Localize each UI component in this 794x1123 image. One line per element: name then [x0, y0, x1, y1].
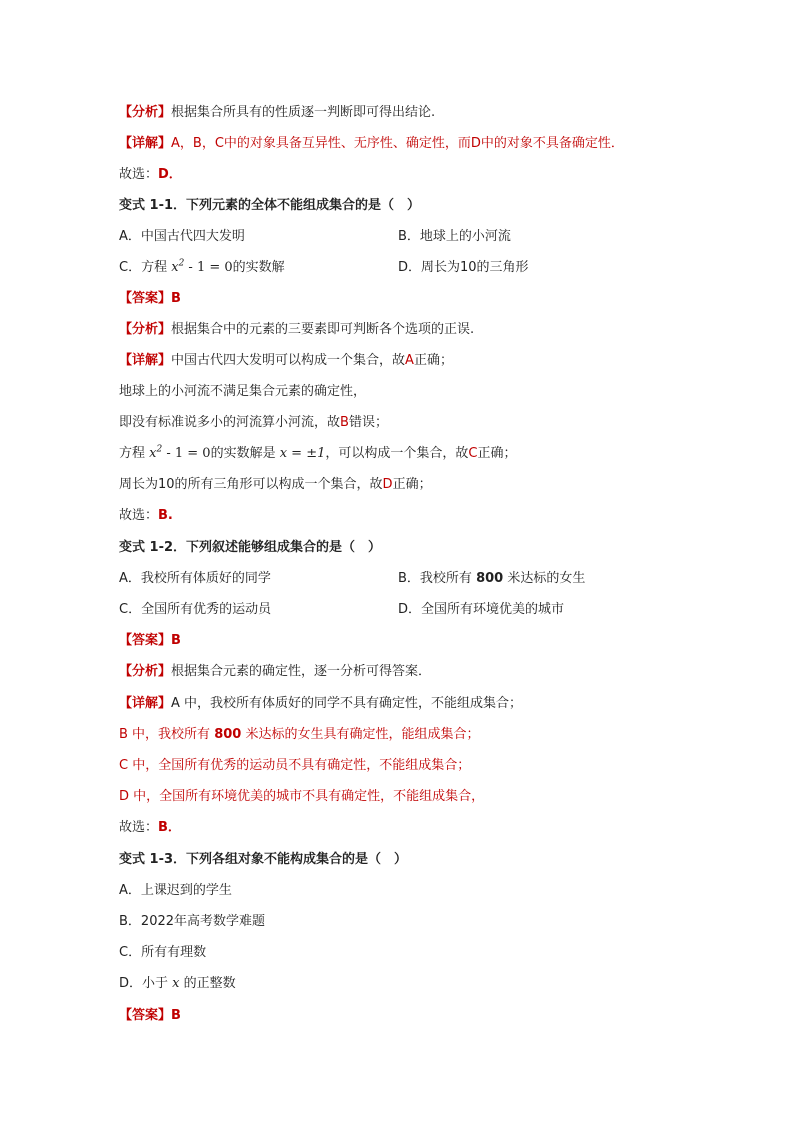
- choice-line: [119, 507, 173, 525]
- detail-letter: B: [340, 415, 349, 430]
- detail-text: 正确；: [413, 353, 453, 368]
- analysis-text: 根据集合元素的确定性，逐一分析可得答案．: [171, 664, 432, 679]
- analysis-line: [119, 104, 435, 122]
- detail-text: 的实数解是: [210, 446, 280, 461]
- detail-line: [119, 445, 516, 463]
- math-solution: x = ±1: [279, 446, 326, 461]
- detail-line: [119, 135, 624, 153]
- option-d: D．周长为10的三角形: [398, 260, 529, 275]
- option-c: C．全国所有优秀的运动员: [119, 602, 272, 617]
- choice-value: D．: [158, 167, 182, 182]
- answer-value: B: [171, 291, 181, 306]
- analysis-line: [119, 321, 474, 339]
- math-rest: - 1 = 0: [162, 446, 211, 461]
- answer-tag: 【答案】: [119, 633, 172, 648]
- analysis-tag: 【分析】: [119, 105, 172, 120]
- answer-line: [119, 632, 181, 650]
- analysis-tag: 【分析】: [119, 664, 172, 679]
- detail-text: A，B，C中的对象具备互异性、无序性、确定性，而D中的对象不具备确定性．: [171, 136, 624, 151]
- detail-line: C 中，全国所有优秀的运动员不具有确定性，不能组成集合；: [119, 758, 471, 773]
- detail-letter: C: [468, 446, 478, 461]
- answer-value: B: [171, 633, 181, 648]
- option-c: [119, 259, 285, 277]
- option-a: A．我校所有体质好的同学: [119, 571, 271, 586]
- option-d-suffix: 的正整数: [179, 976, 236, 991]
- detail-text: 周长为10的所有三角形可以构成一个集合，故: [119, 477, 383, 492]
- answer-line: [119, 290, 181, 308]
- option-d-prefix: D．小于: [119, 976, 173, 991]
- detail-line: [119, 695, 522, 713]
- math-var: x: [171, 260, 179, 275]
- analysis-text: 根据集合所具有的性质逐一判断即可得出结论.: [171, 105, 436, 120]
- detail-tag: 【详解】: [119, 136, 172, 151]
- detail-number: 800: [214, 727, 242, 742]
- math-rest: - 1 = 0: [184, 260, 233, 275]
- detail-line: 地球上的小河流不满足集合元素的确定性，: [119, 384, 367, 399]
- detail-text: B 中，我校所有: [119, 727, 215, 742]
- answer-tag: 【答案】: [119, 291, 172, 306]
- math-exponent: 2: [178, 258, 185, 269]
- choice-label: 故选：: [119, 820, 159, 835]
- option-b-number: 800: [476, 571, 504, 586]
- choice-value: B．: [158, 820, 181, 835]
- detail-text: 米达标的女生具有确定性，能组成集合；: [241, 727, 480, 742]
- math-var: x: [172, 976, 180, 991]
- detail-text: 正确；: [477, 446, 517, 461]
- math-var: x: [149, 446, 157, 461]
- option-c-prefix: C．方程: [119, 260, 172, 275]
- choice-value: B.: [158, 508, 173, 523]
- detail-text: 错误；: [348, 415, 388, 430]
- answer-tag: 【答案】: [119, 1008, 172, 1023]
- option-b-suffix: 米达标的女生: [503, 571, 586, 586]
- choice-line: [119, 819, 181, 837]
- question-title: 变式 1-3．下列各组对象不能构成集合的是（ ）: [119, 852, 408, 867]
- analysis-text: 根据集合中的元素的三要素即可判断各个选项的正误.: [171, 322, 475, 337]
- option-a: A．上课迟到的学生: [119, 883, 232, 898]
- detail-line: [119, 726, 479, 744]
- option-d: [119, 975, 236, 993]
- answer-line: [119, 1007, 181, 1025]
- detail-text: 即没有标准说多小的河流算小河流，故: [119, 415, 341, 430]
- detail-letter: A: [405, 353, 414, 368]
- option-b: B．2022年高考数学难题: [119, 914, 266, 929]
- detail-line: [119, 352, 453, 370]
- option-a: A．中国古代四大发明: [119, 229, 245, 244]
- detail-line: [119, 476, 432, 494]
- detail-text: 方程: [119, 446, 150, 461]
- option-c: C．所有有理数: [119, 945, 207, 960]
- detail-line: [119, 414, 388, 432]
- detail-line: D 中，全国所有环境优美的城市不具有确定性，不能组成集合，: [119, 789, 485, 804]
- math-exponent: 2: [156, 444, 163, 455]
- question-title: 变式 1-1．下列元素的全体不能组成集合的是（ ）: [119, 198, 421, 213]
- answer-value: B: [171, 1008, 181, 1023]
- detail-tag: 【详解】: [119, 696, 172, 711]
- detail-text: 正确；: [392, 477, 432, 492]
- detail-text: ，可以构成一个集合，故: [325, 446, 469, 461]
- analysis-line: [119, 663, 431, 681]
- detail-text: A 中，我校所有体质好的同学不具有确定性，不能组成集合；: [171, 696, 523, 711]
- question-title: 变式 1-2．下列叙述能够组成集合的是（ ）: [119, 540, 382, 555]
- option-d: D．全国所有环境优美的城市: [398, 602, 565, 617]
- option-b: [398, 570, 585, 588]
- math-equation: [149, 446, 210, 461]
- option-b: B．地球上的小河流: [398, 229, 511, 244]
- detail-text: 中国古代四大发明可以构成一个集合，故: [171, 353, 406, 368]
- option-b-prefix: B．我校所有: [398, 571, 477, 586]
- detail-tag: 【详解】: [119, 353, 172, 368]
- detail-letter: D: [382, 477, 393, 492]
- math-equation: [171, 260, 232, 275]
- choice-label: 故选：: [119, 508, 159, 523]
- option-c-suffix: 的实数解: [232, 260, 285, 275]
- choice-line: [119, 166, 182, 184]
- choice-label: 故选：: [119, 167, 159, 182]
- analysis-tag: 【分析】: [119, 322, 172, 337]
